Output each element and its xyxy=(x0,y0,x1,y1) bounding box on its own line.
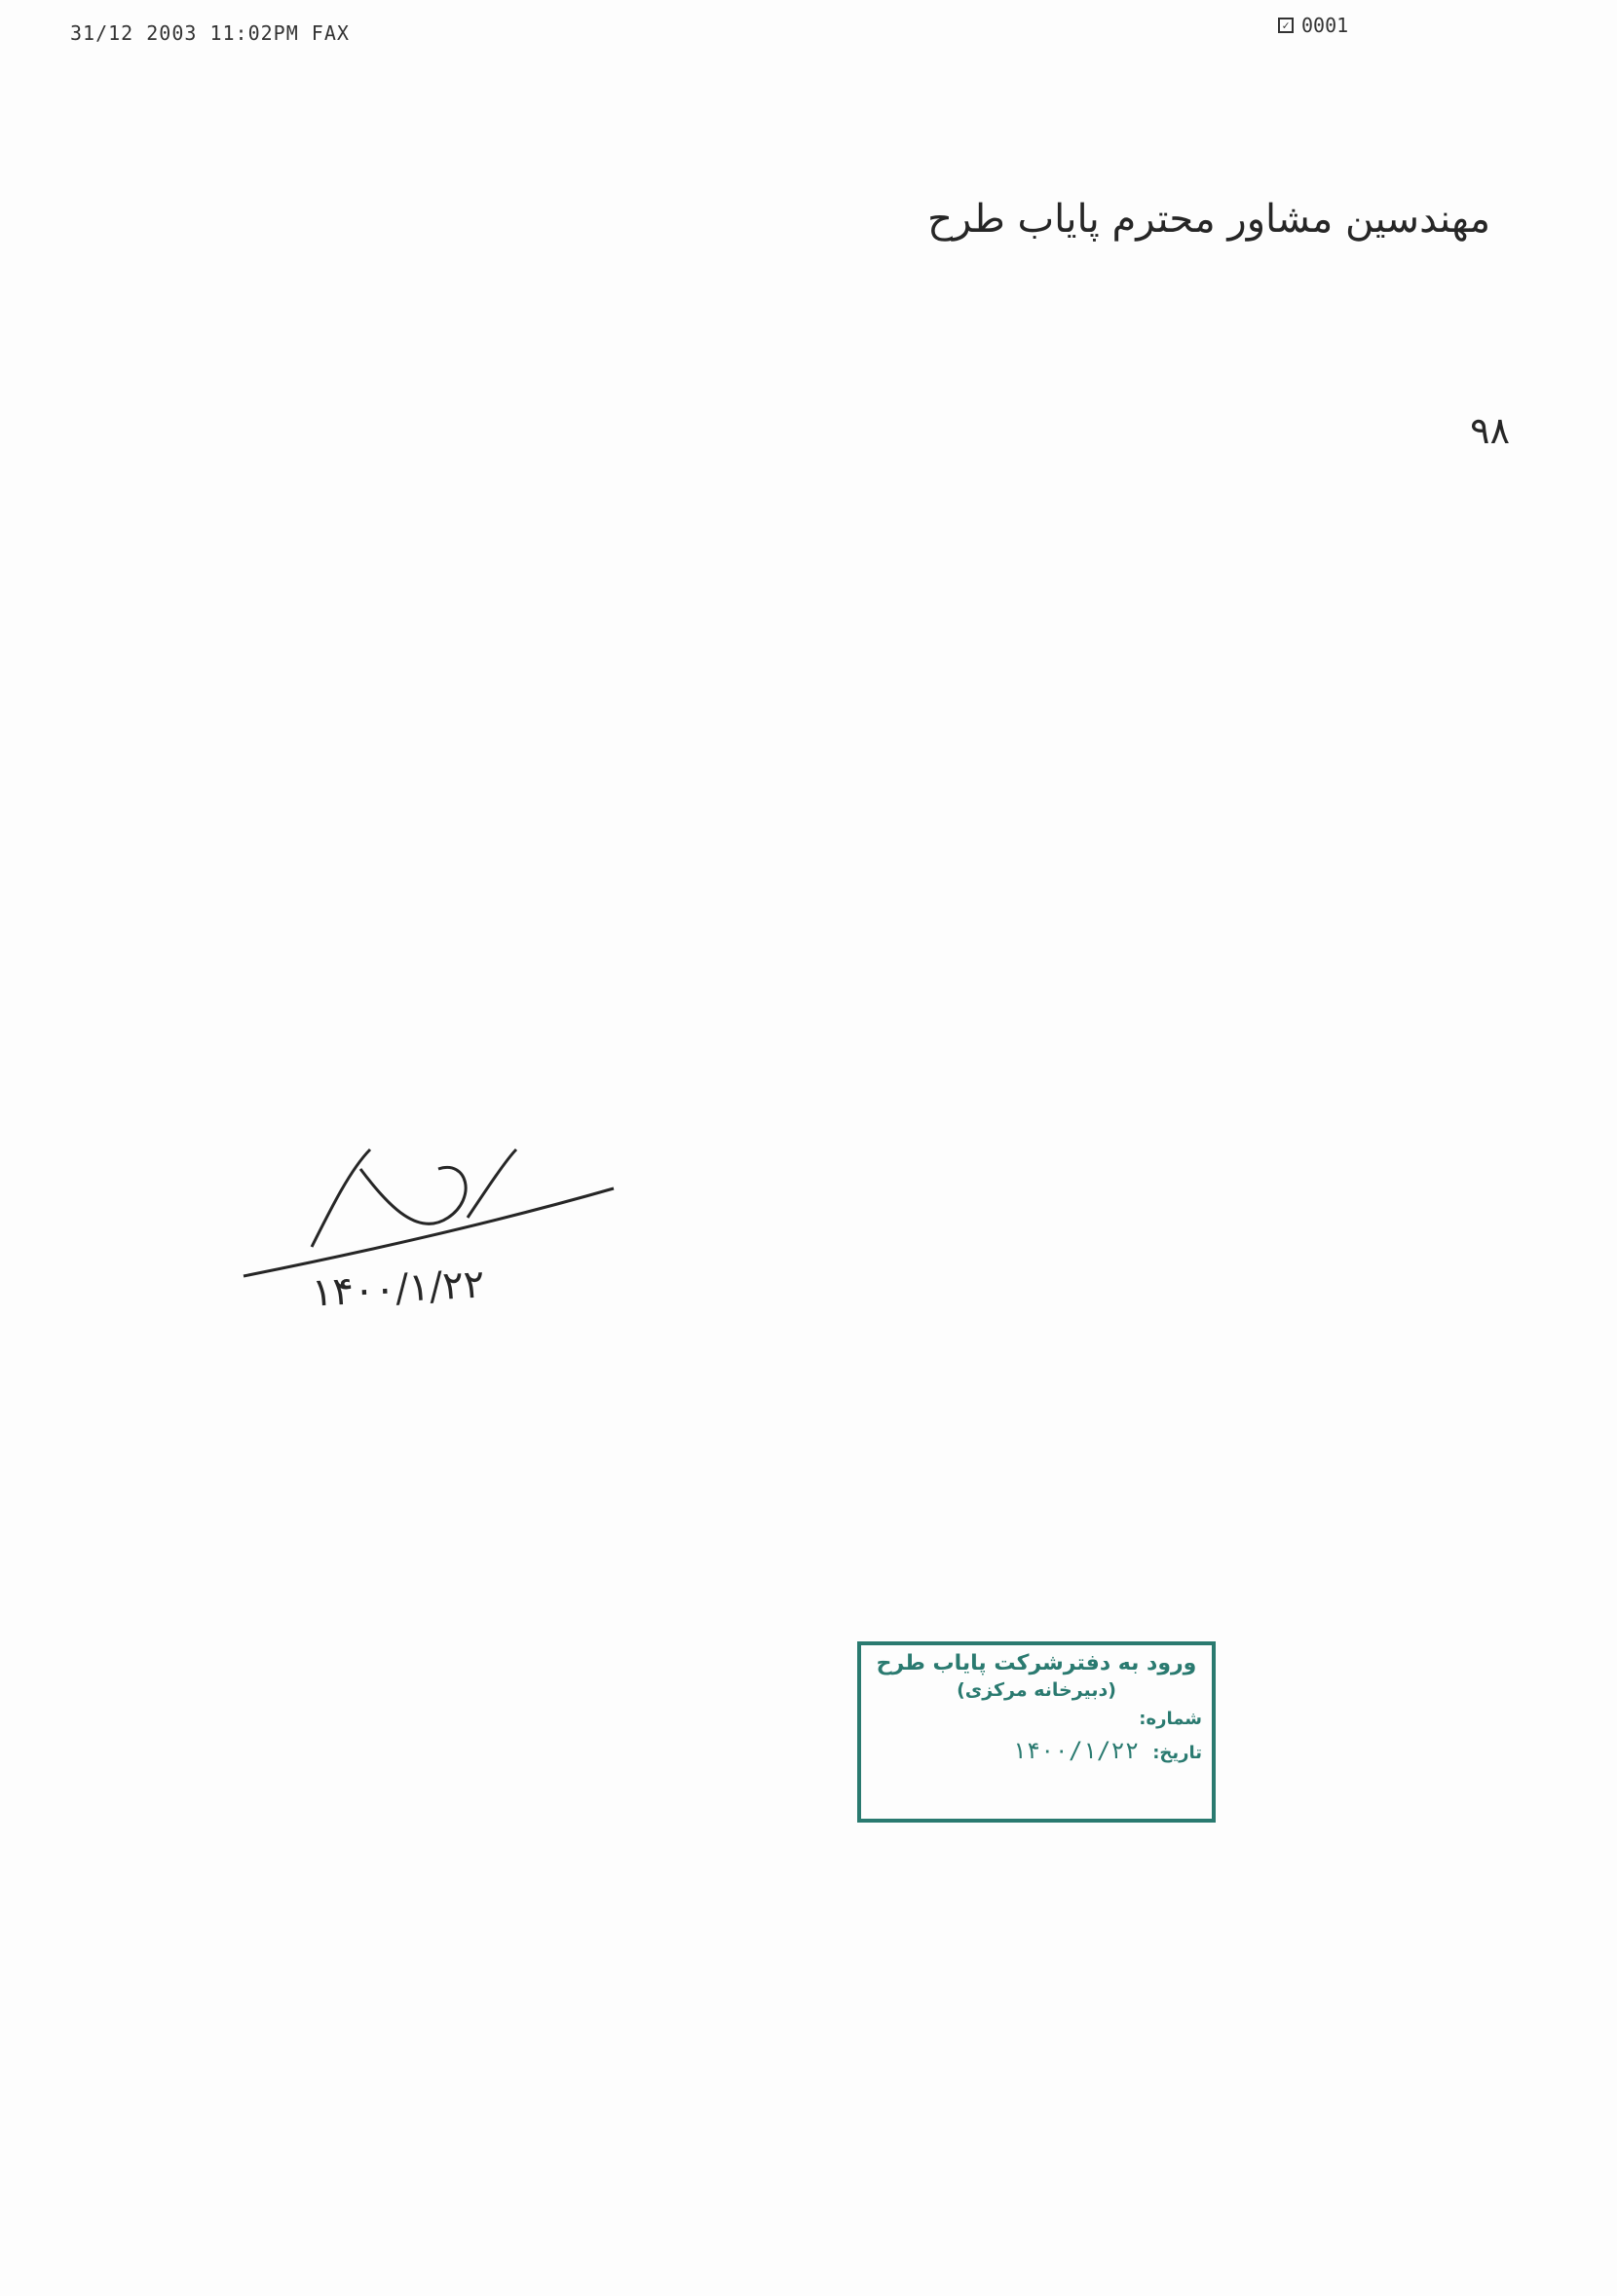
fax-page-icon: ✓ xyxy=(1278,18,1294,33)
stamp-date-label: تاریخ: xyxy=(1152,1743,1202,1763)
letter-body xyxy=(68,388,1510,473)
stamp-date-value: ۱۴۰۰/۱/۲۲ xyxy=(1012,1737,1140,1764)
letter-addressee: مهندسین مشاور محترم پایاب طرح xyxy=(927,197,1490,242)
stamp-number-row xyxy=(871,1709,1202,1729)
fax-page-number: 0001 xyxy=(1301,14,1349,37)
stamp-subtitle: (دبیرخانه مرکزی) xyxy=(957,1679,1116,1701)
stamp-date-row xyxy=(871,1737,1202,1764)
letter-body-line: ۹۸ xyxy=(1470,409,1510,452)
fax-header-timestamp: 31/12 2003 11:02PM FAX xyxy=(70,21,350,45)
stamp-number-label: شماره: xyxy=(1139,1709,1202,1729)
registration-stamp xyxy=(857,1641,1216,1823)
fax-page-counter xyxy=(1278,14,1348,37)
signature-date: ۱۴۰۰/۱/۲۲ xyxy=(310,1261,486,1316)
stamp-title: ورود به دفترشرکت پایاب طرح xyxy=(876,1651,1197,1675)
